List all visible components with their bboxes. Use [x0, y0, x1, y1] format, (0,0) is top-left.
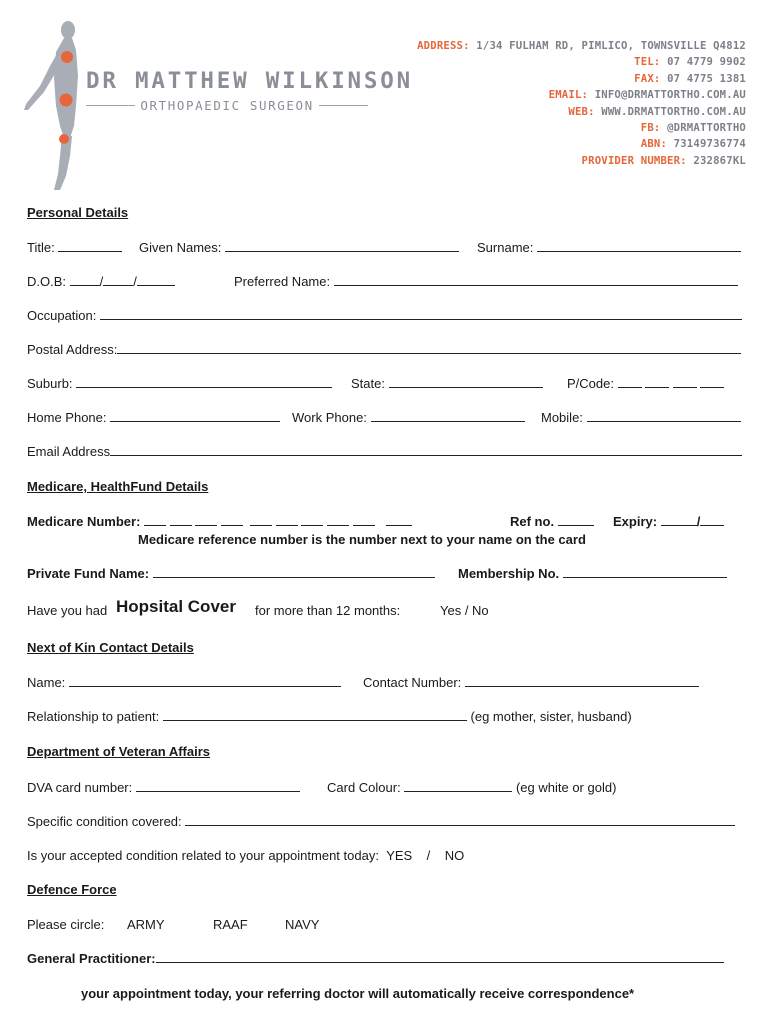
card-colour-field[interactable]	[404, 780, 512, 792]
row-relationship	[27, 709, 749, 725]
hospital-question-post: for more than 12 months:	[255, 603, 401, 618]
dob-day-field[interactable]	[70, 274, 100, 286]
home-phone-field[interactable]	[110, 410, 280, 422]
state-label: State:	[351, 376, 385, 391]
mobile-field[interactable]	[587, 410, 741, 422]
kin-name-field[interactable]	[69, 675, 341, 687]
medicare-digit-6[interactable]	[276, 514, 298, 526]
row-gp	[27, 951, 749, 967]
medicare-ref-note: Medicare reference number is the number next to your name on the card	[138, 532, 586, 547]
ref-no-field[interactable]	[558, 514, 594, 526]
expiry-month-field[interactable]	[661, 514, 697, 526]
title-label: Title:	[27, 240, 55, 255]
medicare-digit-3[interactable]	[195, 514, 217, 526]
postcode-digit-4[interactable]	[700, 376, 724, 388]
membership-field[interactable]	[563, 566, 727, 578]
related-no[interactable]: NO	[444, 848, 465, 863]
card-colour-label: Card Colour:	[327, 780, 401, 795]
related-question: Is your accepted condition related to your appointment today:	[27, 848, 379, 863]
gp-field[interactable]	[156, 951, 724, 963]
membership-label: Membership No.	[458, 566, 560, 581]
medicare-digit-5[interactable]	[250, 514, 272, 526]
expiry-sep: /	[696, 514, 701, 529]
dob-year-field[interactable]	[137, 274, 175, 286]
contact-web: WEB: WWW.DRMATTORTHO.COM.AU	[568, 105, 746, 118]
dob-sep-2: /	[133, 274, 137, 289]
kin-name-label: Name:	[27, 675, 66, 690]
expiry-year-field[interactable]	[700, 514, 724, 526]
title-rule-right	[319, 105, 368, 106]
work-phone-field[interactable]	[371, 410, 525, 422]
preferred-name-label: Preferred Name:	[234, 274, 331, 289]
defence-force-heading: Defence Force	[27, 882, 117, 897]
medicare-digit-2[interactable]	[170, 514, 192, 526]
row-condition	[27, 814, 749, 830]
hospital-question-pre: Have you had	[27, 603, 108, 618]
medicare-heading: Medicare, HealthFund Details	[27, 479, 209, 494]
medicare-digit-7[interactable]	[301, 514, 323, 526]
given-names-field[interactable]	[225, 240, 459, 252]
state-field[interactable]	[389, 376, 543, 388]
row-related	[27, 848, 749, 864]
hospital-cover-text: Hopsital Cover	[116, 597, 236, 616]
contact-abn: ABN: 73149736774	[640, 138, 746, 151]
medicare-digit-1[interactable]	[144, 514, 166, 526]
hospital-yes-no[interactable]: Yes / No	[440, 603, 489, 618]
body-figure-logo	[20, 16, 86, 192]
private-fund-field[interactable]	[153, 566, 435, 578]
gp-note-line-2: your appointment today, your referring doctor will automatically receive correspondence*	[81, 986, 635, 1001]
related-yes[interactable]: YES	[386, 848, 413, 863]
related-sep: /	[426, 848, 431, 863]
ref-no-label: Ref no.	[510, 514, 555, 529]
kin-contact-label: Contact Number:	[363, 675, 462, 690]
personal-details-heading: Personal Details	[27, 205, 129, 220]
contact-fb: FB: @DRMATTORTHO	[640, 122, 746, 135]
dva-card-label: DVA card number:	[27, 780, 133, 795]
contact-email: EMAIL: INFO@DRMATTORTHO.COM.AU	[548, 89, 746, 102]
dob-month-field[interactable]	[103, 274, 133, 286]
contact-fax: FAX: 07 4775 1381	[634, 72, 746, 85]
suburb-label: Suburb:	[27, 376, 73, 391]
title-field[interactable]	[58, 240, 122, 252]
occupation-label: Occupation:	[27, 308, 97, 323]
condition-label: Specific condition covered:	[27, 814, 182, 829]
postal-address-label: Postal Address:	[27, 342, 118, 357]
postcode-digit-2[interactable]	[645, 376, 669, 388]
brand-block	[86, 68, 413, 113]
contact-block	[417, 38, 746, 169]
given-names-label: Given Names:	[139, 240, 222, 255]
medicare-number-label: Medicare Number:	[27, 514, 141, 529]
medicare-digit-10[interactable]	[386, 514, 412, 526]
work-phone-label: Work Phone:	[292, 410, 367, 425]
postal-address-field[interactable]	[117, 342, 741, 354]
suburb-field[interactable]	[76, 376, 332, 388]
please-circle-label: Please circle:	[27, 917, 105, 932]
condition-field[interactable]	[185, 814, 735, 826]
email-address-field[interactable]	[110, 444, 742, 456]
option-navy[interactable]: NAVY	[285, 917, 320, 932]
postcode-digit-3[interactable]	[673, 376, 697, 388]
contact-tel: TEL: 07 4779 9902	[634, 56, 746, 69]
relationship-hint: (eg mother, sister, husband)	[470, 709, 632, 724]
preferred-name-field[interactable]	[334, 274, 738, 286]
surname-label: Surname:	[477, 240, 534, 255]
kin-contact-field[interactable]	[465, 675, 699, 687]
row-occupation	[27, 308, 749, 324]
doctor-title: ORTHOPAEDIC SURGEON	[140, 98, 314, 113]
card-colour-hint: (eg white or gold)	[515, 780, 617, 795]
medicare-digit-9[interactable]	[353, 514, 375, 526]
surname-field[interactable]	[537, 240, 741, 252]
dva-heading: Department of Veteran Affairs	[27, 744, 211, 759]
postcode-label: P/Code:	[567, 376, 614, 391]
medicare-digit-4[interactable]	[221, 514, 243, 526]
relationship-field[interactable]	[163, 709, 467, 721]
occupation-field[interactable]	[100, 308, 742, 320]
contact-address: ADDRESS: 1/34 FULHAM RD, PIMLICO, TOWNSVILLE Q4812	[417, 40, 746, 52]
row-postal	[27, 342, 749, 358]
doctor-name: DR MATTHEW WILKINSON	[86, 68, 413, 94]
dob-label: D.O.B:	[27, 274, 67, 289]
private-fund-label: Private Fund Name:	[27, 566, 150, 581]
dob-sep-1: /	[99, 274, 104, 289]
contact-provider: PROVIDER NUMBER: 232867KL	[581, 154, 746, 167]
medicare-digit-8[interactable]	[327, 514, 349, 526]
dva-card-field[interactable]	[136, 780, 300, 792]
email-address-label: Email Address	[27, 444, 111, 459]
title-rule-left	[86, 105, 135, 106]
next-of-kin-heading: Next of Kin Contact Details	[27, 640, 194, 655]
option-army[interactable]: ARMY	[127, 917, 165, 932]
home-phone-label: Home Phone:	[27, 410, 107, 425]
expiry-label: Expiry:	[613, 514, 658, 529]
option-raaf[interactable]: RAAF	[213, 917, 248, 932]
postcode-digit-1[interactable]	[618, 376, 642, 388]
row-email	[27, 444, 749, 460]
mobile-label: Mobile:	[541, 410, 583, 425]
relationship-label: Relationship to patient:	[27, 709, 160, 724]
gp-label: General Practitioner:	[27, 951, 156, 966]
